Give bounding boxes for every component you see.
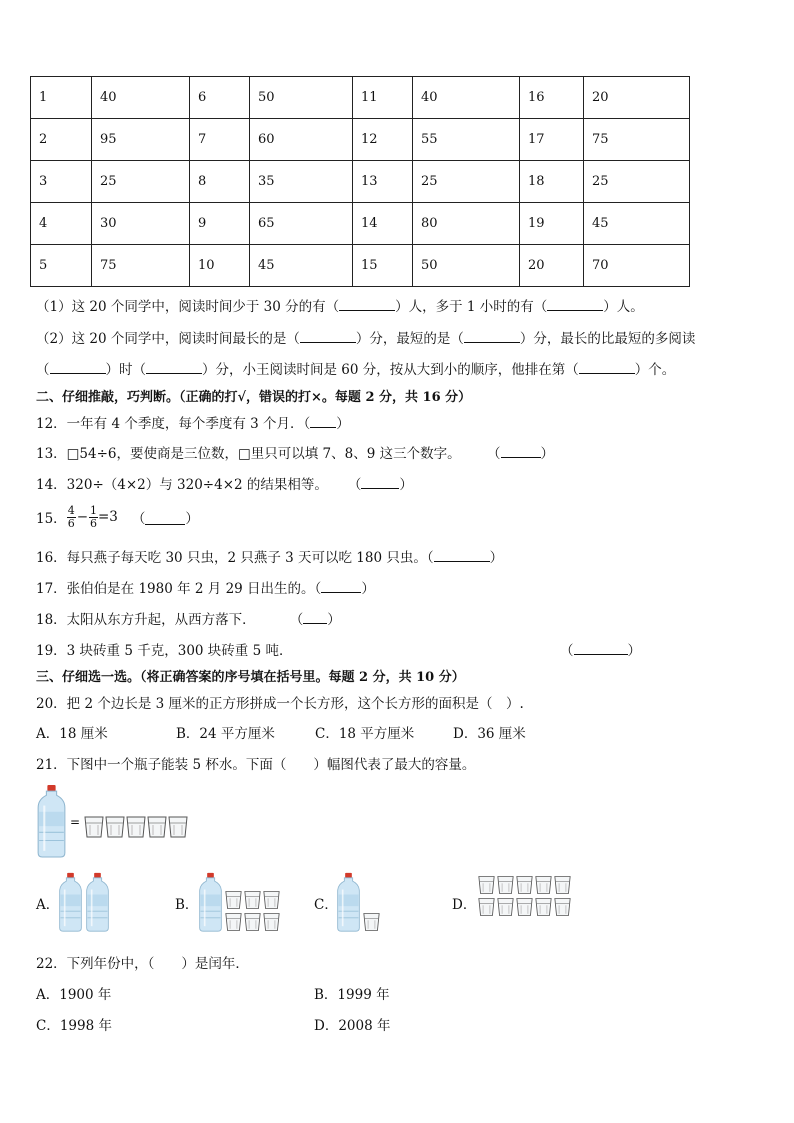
student-number-cell: 18 xyxy=(520,161,584,203)
q20-option-a[interactable]: A．18 厘米 xyxy=(36,726,108,742)
reading-minutes-cell: 45 xyxy=(584,203,690,245)
reading-minutes-cell: 35 xyxy=(250,161,353,203)
q22-option-a[interactable]: A．1900 年 xyxy=(36,987,112,1003)
reading-minutes-cell: 70 xyxy=(584,245,690,287)
reading-minutes-cell: 50 xyxy=(250,77,353,119)
question-15: 15． $\frac{4}{6}$ − $\frac{1}{6}$ =3 （ ） xyxy=(36,503,199,530)
reading-minutes-cell: 80 xyxy=(413,203,520,245)
cups-group xyxy=(363,912,380,932)
answer-blank[interactable] xyxy=(310,427,336,428)
reading-minutes-cell: 45 xyxy=(250,245,353,287)
student-number-cell: 19 xyxy=(520,203,584,245)
question-16: 16．每只燕子每天吃 30 只虫，2 只燕子 3 天可以吃 180 只虫。（ ） xyxy=(36,550,504,566)
table-row xyxy=(31,119,690,161)
equals-sign: = xyxy=(70,815,81,829)
q20-option-b[interactable]: B．24 平方厘米 xyxy=(176,726,275,742)
student-number-cell: 6 xyxy=(190,77,250,119)
answer-blank[interactable] xyxy=(300,342,356,343)
question-13-answer: （ ） xyxy=(487,446,554,462)
answer-blank[interactable] xyxy=(145,510,185,525)
cup-icon xyxy=(497,875,514,895)
table-row xyxy=(31,161,690,203)
answer-blank[interactable] xyxy=(50,373,106,374)
reading-minutes-cell: 25 xyxy=(584,161,690,203)
answer-blank[interactable] xyxy=(361,488,399,489)
student-number-cell: 4 xyxy=(31,203,92,245)
cup-icon xyxy=(147,815,167,839)
cup-icon xyxy=(478,875,495,895)
cup-icon xyxy=(244,912,261,932)
bottle-icon xyxy=(58,872,83,932)
q21-option-b-label[interactable]: B． xyxy=(175,897,199,913)
answer-blank[interactable] xyxy=(574,654,628,655)
q22-option-d[interactable]: D．2008 年 xyxy=(314,1018,391,1034)
question-17: 17．张伯伯是在 1980 年 2 月 29 日出生的。（ ） xyxy=(36,581,375,597)
cup-icon xyxy=(554,897,571,917)
question-12: 12．一年有 4 个季度，每个季度有 3 个月．（ ） xyxy=(36,416,350,432)
student-number-cell: 12 xyxy=(353,119,413,161)
bottle-icon xyxy=(198,872,223,932)
student-number-cell: 2 xyxy=(31,119,92,161)
student-number-cell: 14 xyxy=(353,203,413,245)
question-19: 19．3 块砖重 5 千克，300 块砖重 5 吨． xyxy=(36,643,293,659)
cup-icon xyxy=(225,890,242,910)
cup-icon xyxy=(168,815,188,839)
reading-minutes-cell: 75 xyxy=(92,245,190,287)
cup-icon xyxy=(516,897,533,917)
student-number-cell: 3 xyxy=(31,161,92,203)
reading-time-table xyxy=(30,76,690,287)
bottle-icon xyxy=(336,872,361,932)
cups-group xyxy=(478,875,571,917)
table-row xyxy=(31,245,690,287)
student-number-cell: 8 xyxy=(190,161,250,203)
sub-question-2: （2）这 20 个同学中，阅读时间最长的是（ ）分，最短的是（ ）分，最长的比最短的多阅读 xyxy=(36,331,696,347)
question-14: 14．320÷（4×2）与 320÷4×2 的结果相等。 （ ） xyxy=(36,477,413,493)
q21-option-d-picture[interactable] xyxy=(478,875,571,917)
question-18: 18．太阳从东方升起，从西方落下． （ ） xyxy=(36,612,341,628)
answer-blank[interactable] xyxy=(339,310,395,311)
q21-option-b-picture[interactable] xyxy=(198,872,280,932)
answer-blank[interactable] xyxy=(146,373,202,374)
cups-group xyxy=(84,815,188,839)
sub-question-2-cont: （ ）时（ ）分，小王阅读时间是 60 分，按从大到小的顺序，他排在第（ ）个。 xyxy=(36,362,676,378)
answer-blank[interactable] xyxy=(321,592,361,593)
student-number-cell: 10 xyxy=(190,245,250,287)
reading-minutes-cell: 65 xyxy=(250,203,353,245)
cup-icon xyxy=(105,815,125,839)
cups-group xyxy=(225,890,280,932)
reading-minutes-cell: 40 xyxy=(413,77,520,119)
cup-icon xyxy=(263,912,280,932)
reading-minutes-cell: 25 xyxy=(413,161,520,203)
q22-option-c[interactable]: C．1998 年 xyxy=(36,1018,112,1034)
answer-blank[interactable] xyxy=(579,373,635,374)
q21-option-a-label[interactable]: A． xyxy=(36,897,60,913)
student-number-cell: 9 xyxy=(190,203,250,245)
cup-icon xyxy=(478,897,495,917)
q20-option-c[interactable]: C．18 平方厘米 xyxy=(315,726,415,742)
answer-blank[interactable] xyxy=(547,310,603,311)
q20-option-d[interactable]: D．36 厘米 xyxy=(453,726,526,742)
table-row xyxy=(31,77,690,119)
student-number-cell: 13 xyxy=(353,161,413,203)
answer-blank[interactable] xyxy=(303,623,327,624)
answer-blank[interactable] xyxy=(501,457,541,458)
fraction-four-sixths: $\frac{4}{6}$ xyxy=(67,503,75,530)
reading-minutes-cell: 20 xyxy=(584,77,690,119)
sub-question-1: （1）这 20 个同学中，阅读时间少于 30 分的有（ ）人，多于 1 小时的有（ ）人。 xyxy=(36,299,644,315)
reading-minutes-cell: 25 xyxy=(92,161,190,203)
question-19-answer: （ ） xyxy=(560,643,641,659)
question-20: 20．把 2 个边长是 3 厘米的正方形拼成一个长方形，这个长方形的面积是（ ）. xyxy=(36,696,524,712)
reading-minutes-cell: 40 xyxy=(92,77,190,119)
student-number-cell: 1 xyxy=(31,77,92,119)
cup-icon xyxy=(244,890,261,910)
student-number-cell: 20 xyxy=(520,245,584,287)
cup-icon xyxy=(84,815,104,839)
cup-icon xyxy=(535,897,552,917)
cup-icon xyxy=(225,912,242,932)
bottle-icon xyxy=(36,785,67,861)
reading-minutes-cell: 75 xyxy=(584,119,690,161)
cup-icon xyxy=(126,815,146,839)
q21-option-c-picture[interactable] xyxy=(336,872,380,932)
cup-icon xyxy=(263,890,280,910)
table-row xyxy=(31,203,690,245)
reading-minutes-cell: 55 xyxy=(413,119,520,161)
section-3-heading: 三、仔细选一选。（将正确答案的序号填在括号里。每题 2 分，共 10 分） xyxy=(36,670,465,685)
cup-icon xyxy=(516,875,533,895)
question-22: 22．下列年份中，（ ）是闰年． xyxy=(36,956,249,972)
reading-minutes-cell: 30 xyxy=(92,203,190,245)
section-2-heading: 二、仔细推敲，巧判断。（正确的打√，错误的打×。每题 2 分，共 16 分） xyxy=(36,390,472,405)
q22-option-b[interactable]: B．1999 年 xyxy=(314,987,390,1003)
student-number-cell: 16 xyxy=(520,77,584,119)
fraction-one-sixth: $\frac{1}{6}$ xyxy=(90,503,97,530)
bottle-icon xyxy=(85,872,110,932)
student-number-cell: 11 xyxy=(353,77,413,119)
cup-icon xyxy=(554,875,571,895)
answer-blank[interactable] xyxy=(464,342,520,343)
question-13: 13．□54÷6，要使商是三位数，□里只可以填 7、8、9 这三个数字。 xyxy=(36,446,461,462)
reading-minutes-cell: 50 xyxy=(413,245,520,287)
student-number-cell: 5 xyxy=(31,245,92,287)
student-number-cell: 7 xyxy=(190,119,250,161)
cup-icon xyxy=(497,897,514,917)
cup-icon xyxy=(363,912,380,932)
cup-icon xyxy=(535,875,552,895)
q21-option-d-label[interactable]: D． xyxy=(452,897,477,913)
question-21: 21．下图中一个瓶子能装 5 杯水。下面（ ）幅图代表了最大的容量。 xyxy=(36,757,476,773)
bottle-icon xyxy=(36,785,67,857)
student-number-cell: 17 xyxy=(520,119,584,161)
reading-minutes-cell: 95 xyxy=(92,119,190,161)
answer-blank[interactable] xyxy=(434,561,490,562)
student-number-cell: 15 xyxy=(353,245,413,287)
reading-minutes-cell: 60 xyxy=(250,119,353,161)
q21-option-c-label[interactable]: C． xyxy=(314,897,338,913)
q21-option-a-picture[interactable] xyxy=(58,872,110,932)
